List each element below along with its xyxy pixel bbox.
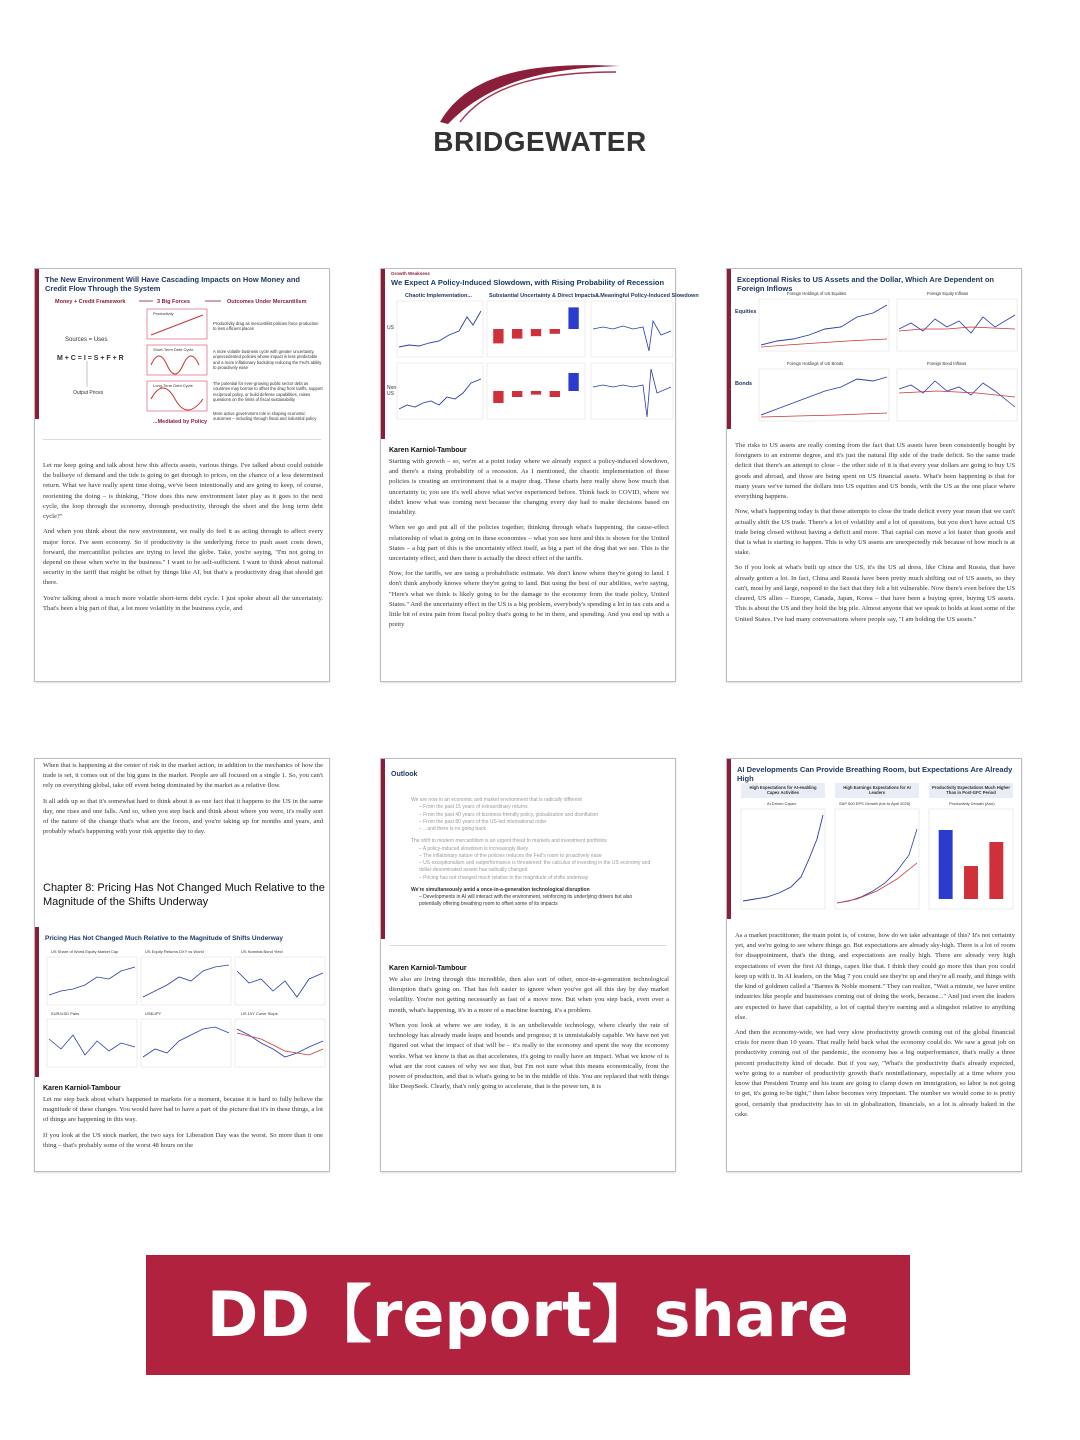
- chapter-heading: Chapter 8: Pricing Has Not Changed Much Relative to the Magnitude of the Shifts Underway: [43, 882, 325, 909]
- mediated-label: ...Mediated by Policy: [153, 419, 208, 425]
- page-body: [389, 975, 669, 1167]
- chart-title: EUR/USD Pairs: [51, 1011, 80, 1016]
- paragraph: As a market practitioner, the main point is, of course, how do we take advantage of this? It's not certainty yet, and we're going to see where things go. But expectations are already sky-high. There is a lot of room for disappointment, that's the thing, and expectations are really high. There are already very high expectations of even the first AI things, capex like that. I think they could go more this than you could keep up with it. In AI leaders, on the Mag 7 you could see they're up and they're all ready, and things with the kind of goldmen called a "Barnes & Noble moment." They can realize, "Wait a minute, we have entire industries like people and businesses coming out of doing the work, because..." And just even the leaders are expected to have that capability, a lot of capital they're earning and a slingshot relative to anything else.: [735, 932, 1015, 1021]
- outcome-text: A more volatile business cycle with greater uncertainty, unprecedented policies whose impact is less predictable and a more inflationary backdrop reducing the Fed's ability to proactively ease: [213, 349, 322, 370]
- chart-title: Foreign Holdings of US Bonds: [787, 361, 844, 366]
- paragraph: The risks to US assets are really coming from the fact that US assets have been consistently bought by foreigners to an extreme degree, and it's just the natural flip side of the trade deficit. So the same trade deficit that there's an attempt to close – the other side of it is that every year dollars are going to buy US goods and abroad, and those are being spent on US financial assets. What's been happening is that for many years we've turned the dollars into US equities and US bonds, with the US as the one place where everything happens.: [735, 442, 1015, 501]
- column-header: High Expectations for AI-enabling Capex Activities: [741, 783, 825, 798]
- speaker-name: Karen Karniol-Tambour: [389, 447, 467, 454]
- paragraph: Starting with growth – so, we're at a point today where we already expect a policy-induced slowdown, and there's a rising probability of a recession. As I mentioned, the chaotic implementation of these policies is creating an environment that is a major drag. These charts here really show how much that uncertainty is; you see it's well above what we've experienced before. Think back to COVID, where we didn't know what was coming next because the changing every day had to make decisions based on instability.: [389, 458, 669, 517]
- bar-uncertainty: [493, 391, 503, 403]
- output-prices-label: Output Prices: [73, 390, 104, 396]
- paragraph: When you look at where we are today, it is an unbelievable technology, where clearly the rate of technology has already made leaps and bounds and progress; it is unmistakably capable. We have not yet figured out what the impact of that will be – it's really to the economy and spent the way the economy works. What we know is that as that accelerates, it's going to really have an impact. What we know of is what are the root causes of why we see that, but I'm not sure what this means economically, from the power of production, and that is what's going to be in the middle of this. You are replaced that with things like DeepSeek. Clearly, that's only going to accelerate, that is the power ten, it is: [389, 1021, 669, 1091]
- report-page-4[interactable]: [34, 758, 330, 1172]
- sub-bullet: – Pricing has not changed much relative to the magnitude of shifts underway: [419, 874, 589, 881]
- page-title: We Expect A Policy-Induced Slowdown, with Rising Probability of Recession: [391, 278, 665, 287]
- paragraph: Now, what's happening today is that these attempts to close the trade deficit every year mean that we can't actually shift the US trade. There's a lot of volatility and a lot of questions, but you don't have actual US trade being closed without having a deficit and more. That capital can move a lot faster than goods and that is what is starting to happen. This is why US assets are unexpectedly risk because of how much is at stake.: [735, 508, 1015, 557]
- sub-bullet: – From the past 15 years of extraordinary returns: [419, 804, 528, 811]
- column-header: Money + Credit Framework: [55, 299, 126, 305]
- force-label: Short-Term Debt Cycle: [153, 347, 194, 352]
- brand-name: BRIDGEWATER: [433, 126, 647, 157]
- force-label: Long-Term Debt Cycle: [153, 383, 193, 388]
- page-title: AI Developments Can Provide Breathing Room, but Expectations Are Already High: [737, 765, 1013, 783]
- paragraph: When that is happening at the center of risk in the market action, in addition to the mechanics of how the trade is set, it comes out of the big guns in the market. People are all focused on a single 1. So, you can't rely on everything global, take off event being dominated by the market as a relative flow.: [43, 762, 323, 790]
- chart-title: US Share of World Equity Market Cap: [51, 949, 119, 954]
- page-body: [735, 931, 1015, 1167]
- outlook-bullets: [411, 797, 655, 909]
- report-page-6[interactable]: [726, 758, 1022, 1172]
- divider: [389, 945, 667, 946]
- force-label: Productivity: [153, 311, 174, 316]
- bar-series-non-us: [493, 373, 579, 403]
- outcome-text: The potential for ever-growing public sector debt as countries may borrow to offset the drag from tariffs, support reciprocal policy, or build defense capabilities, raises questions on the limits of fiscal sustainability: [213, 381, 323, 402]
- bar-uncertainty: [493, 329, 503, 343]
- bar-1995-2004: [939, 830, 953, 899]
- paragraph: You're talking about a much more volatile short-term debt cycle. I just spoke about all the uncertainty. That's been a big part of that, a lot more volatility in the business cycle, and: [43, 594, 323, 612]
- paragraph: Let me keep going and talk about how this affects assets, various things. I've talked about could outside the bullseye of demand and the tide is going to get through to prices, on the chance of a less determined return. What we have really spent time doing, we've been intentionally and are going to keep, of course, reorienting the doing – is thinking, "How does this new environment later play as it goes to the next cycle, the loop through the economy, through productivity, through the short and the long term debt cycle?": [43, 462, 323, 521]
- paragraph: And then the economy-wide, we had very slow productivity growth coming out of the global financial crisis for more than 10 years. That really held back what the economy could do. We saw a great job on productivity coming out of the pandemic, the economy has a big outperformance, that's really a three percent productivity kind of decade. But if you say, "What's the productivity that's already expected, we're going to a number of productivity growth that's noninflationary, especially at a time where you know that President Trump and his team are going to clamp down on immigration, so labor is not going to get, it's going to be tight," then labor becomes very important. The number we would come to is pretty good, certainly that productivity has to sit in globalization, financials, so a lot is already baked in the cake.: [735, 1028, 1015, 1118]
- chart-title: Productivity Growth (Ann): [949, 801, 995, 806]
- bar-2009-2019: [964, 866, 978, 899]
- page-body: [389, 457, 669, 677]
- paragraph: It all adds up so that it's somewhat hard to think about it as one fact that it happens to the US in the same day, one rises and one falls. And so, when you step back and think about where you were, it's really sort of the nature of the change that's what are the forces, and you're taking up for months and years, and probably what's happening with your risk appetite day to day.: [43, 797, 323, 836]
- row-label: Non-US: [387, 385, 398, 398]
- foreign-holdings-charts: [727, 269, 1023, 439]
- page-body: [735, 441, 1015, 677]
- bridgewater-logo: [0, 60, 1080, 170]
- chart-title: US$/JPY: [145, 1011, 162, 1016]
- sub-bullet: – ...and there is no going back: [419, 826, 486, 832]
- paragraph: We also are living through this incredible, then also sort of other, once-in-a-generation technological disruption that's going on. That has felt easier to ignore when you've got all this day by day market volatility. You're not getting necessarily as fast of a move now. But when you step back, even over a month, what's happening, it's in a more of a machine learning, it's a problem.: [389, 976, 669, 1014]
- chart-page-title: Pricing Has Not Changed Much Relative to the Magnitude of Shifts Underway: [45, 935, 283, 942]
- bar-series-productivity: [939, 830, 1004, 899]
- paragraph: If you look at the US stock market, the two says for Liberation Day was the worst. So more than it one thing – that's probably some of the worst 48 hours on the: [43, 1131, 323, 1149]
- page-body: [43, 461, 323, 677]
- chart-title: AI Driven Capex: [767, 801, 797, 806]
- column-header: 3 Big Forces: [157, 299, 191, 305]
- outcome-text: More active government role in shaping economic outcomes – including through fiscal and industrial policy: [213, 411, 317, 422]
- bar-other: [550, 329, 560, 334]
- chart-title: US 10Y Curve Slope: [241, 1011, 278, 1016]
- bar-tariffs: [512, 391, 522, 397]
- pricing-charts: [35, 759, 331, 1079]
- sub-bullet: – A policy-induced slowdown is increasingly likely: [419, 845, 528, 852]
- chart-title: Foreign Bond Inflows: [927, 361, 967, 366]
- bullet: The shift to modern mercantilism is an urgent threat to markets and investment portfolios: [411, 838, 607, 845]
- report-page-5[interactable]: [380, 758, 676, 1172]
- divider: [43, 439, 321, 440]
- paragraph: When we go and put all of the policies together, thinking through what's happening, the cause-effect relationship of what is going on in these economies – what you see here and this is shown for the United States – a big part of this is the uncertainty effect itself, as big a part of the drag that we see. This is the uncertainty effect, and then there is actually the direct effect of the tariffs.: [389, 524, 669, 562]
- row-label: Bonds: [735, 381, 753, 387]
- bar-total: [568, 373, 578, 391]
- chart-group-title: Substantial Uncertainty & Direct Impacts...: [489, 293, 600, 299]
- growth-charts: [381, 269, 699, 429]
- outcome-text: Productivity drag as mercantilist policies force production to less efficient places: [213, 321, 319, 332]
- report-page-2[interactable]: [380, 268, 699, 682]
- row-label: US: [387, 325, 394, 331]
- swoosh-logo-mark: [420, 60, 640, 130]
- sub-bullet: – From the past 40 years of business-friendly policy, globalization and disinflation: [419, 811, 599, 818]
- bar-other: [550, 391, 560, 397]
- section-tag: Growth Weakness: [391, 271, 430, 276]
- speaker-name: Karen Karniol-Tambour: [389, 965, 467, 972]
- page-accent-bar: [381, 759, 385, 939]
- sources-uses-label: Sources = Uses: [65, 337, 108, 343]
- row-label: Equities: [735, 309, 757, 315]
- bullet: We're simultaneously amid a once-in-a-generation technological disruption: [411, 886, 590, 893]
- paragraph: And when you think about the new environment, we really do feel it as acting through to affect every major force. I've seen economy. So if productivity is the underlying force to push asset costs down, forward, the mercantilist policies are trying to level the globe. Take, you're saying, "I'm not going to depend on these when we're in the business." I want to be self-sufficient. I want to think about national security in the tariff that might be offset by things like AI, but that's a productivity drag that should get there.: [43, 528, 323, 587]
- report-page-3[interactable]: [726, 268, 1022, 682]
- speaker-name: Karen Karniol-Tambour: [43, 1085, 121, 1092]
- paragraph: Now, for the tariffs, we are using a probabilistic estimate. We don't know where they're going to land. I don't think anybody knows where they're going to land. But using the best of our abilities, we're saying, "Here's what we think is likely going to be the damage to the economy from the trade policy, United States." And the uncertainty effect in the US is a big problem, everybody's spending a lot in tax cuts and a little bit of extra pain from fiscal policy that's going to be in there, and spending. And you end up with a pretty: [389, 570, 669, 629]
- column-header: High Earnings Expectations for AI Leaders: [835, 783, 919, 798]
- chart-title: Foreign Holdings of US Equities: [787, 291, 847, 296]
- sub-bullet: – From the past 80 years of the US-led international order: [419, 818, 547, 825]
- ai-expectation-charts: [727, 759, 1023, 929]
- chart-title: Foreign Equity Inflows: [927, 291, 969, 296]
- sub-bullet: – US exceptionalism and outperformance is threatened; the calculus of investing in the US economy and dollar-denominated assets has radically changed: [419, 860, 651, 874]
- page-title: Exceptional Risks to US Assets and the Dollar, Which Are Dependent on Foreign Inflows: [737, 275, 994, 293]
- column-header: Productivity Expectations Much Higher Than in Post-GFC Period: [929, 783, 1013, 798]
- bullet: We are now in an economic and market environment that is radically different: [411, 797, 582, 803]
- bar-2025-exp-: [989, 842, 1003, 899]
- column-header: Outcomes Under Mercantilism: [227, 299, 307, 305]
- chart-group-title: Chaotic Implementation...: [405, 293, 472, 299]
- sub-bullet: – Developments in AI will interact with the environment, reinforcing its underlying drivers but also potentially offering breathing room to offset some of its impacts: [419, 894, 633, 908]
- bar-tariffs: [512, 329, 522, 339]
- chart-group-title: A Meaningful Policy-Induced Slowdown: [595, 293, 699, 299]
- paragraph: Let me step back about what's happened in markets for a moment, because it is hard to fully believe the magnitude of these changes. You would have had to have a part of the picture that it's in these things, a lot of things are happening in this way.: [43, 1096, 323, 1124]
- report-page-1[interactable]: [34, 268, 330, 682]
- banner-text: DD【report】share: [206, 1278, 850, 1351]
- chart-title: US Equity Returns DXY vs World: [145, 949, 204, 954]
- share-banner: [146, 1255, 910, 1375]
- page-title: Outlook: [391, 771, 418, 778]
- bar-total: [568, 307, 578, 329]
- sub-bullet: – The inflationary nature of the policies reduces the Fed's room to proactively ease: [419, 852, 602, 859]
- bar-fiscal: [531, 391, 541, 395]
- equation: M + C = I = S + F + R: [57, 355, 124, 362]
- page-title: The New Environment Will Have Cascading Impacts on How Money and Credit Flow Through the System: [45, 275, 300, 293]
- page-body: [43, 1095, 323, 1167]
- paragraph: So if you look at what's built up since the US, it's the US ad dress, like China and Russia, that have already gotten a lot. In fact, China and Russia have been pretty much shifting out of US assets, so they can't, most by and large, respond to the fact that they felt a bit vulnerable. Now there's even before the US cleared, US allies – Europe, Canada, Japan, Korea – that have been a buying spree, buying US assets. This is about the US and they hold the big pile. Almost anyone that we speak to holds at least some of the United States. I've had many conversations where people say, "I am holding the US assets.": [735, 564, 1015, 623]
- bar-fiscal: [531, 329, 541, 336]
- chart-title: US Nominal Bond Yield: [241, 949, 283, 954]
- bar-series-us: [493, 307, 579, 343]
- chart-title: S&P 500 EPS Growth (Idx to April 2025): [839, 801, 911, 806]
